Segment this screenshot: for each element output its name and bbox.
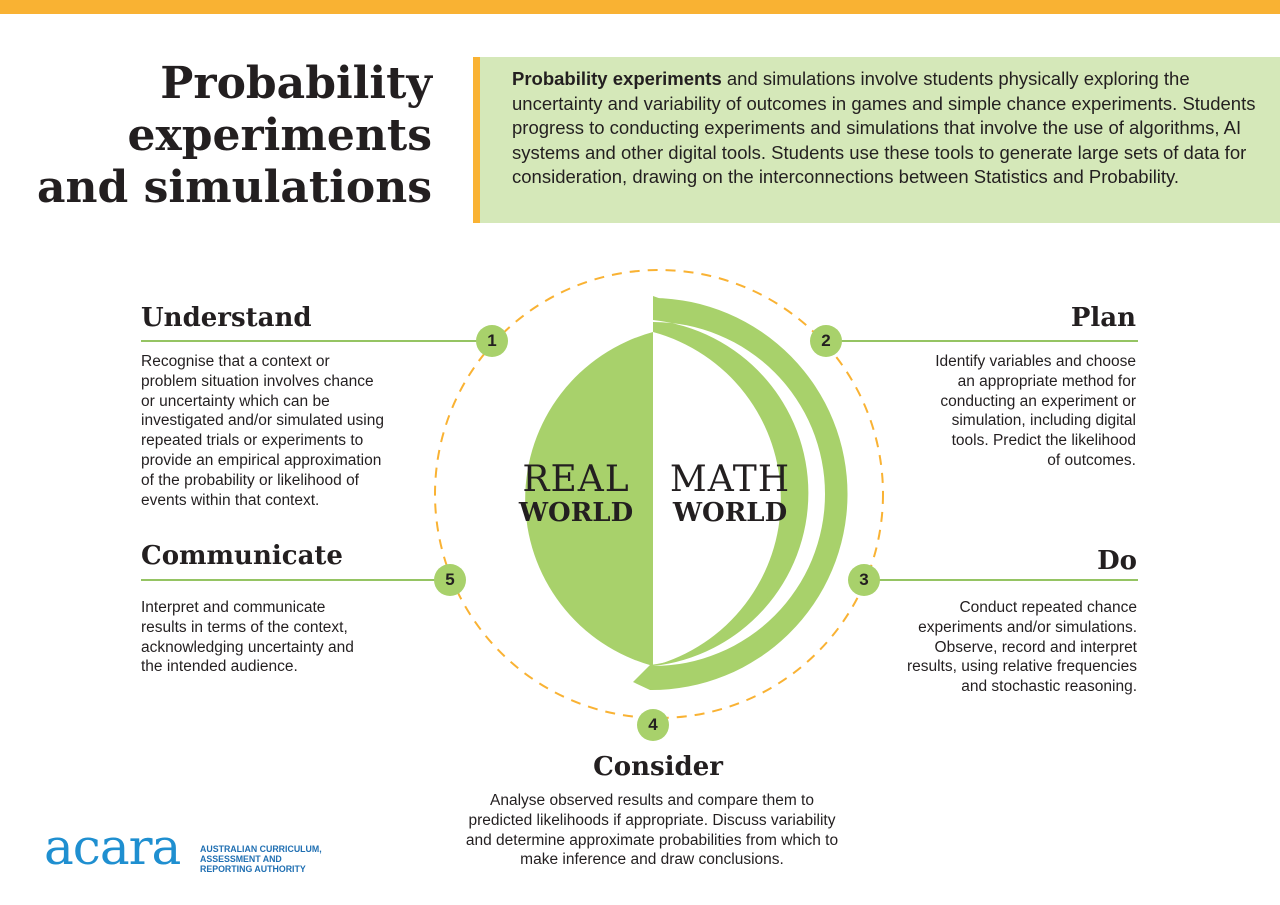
step-4-text [432,791,872,870]
logo-sub-line: ASSESSMENT AND [200,854,282,864]
step-3-text [907,598,1137,697]
title-line-3: and simulations [37,162,432,213]
step-2-text [935,352,1136,471]
step-4-line: Analyse observed results and compare them to [490,792,814,809]
step-1-line: of the probability or likelihood of [141,471,359,489]
step-3-rule [864,579,1138,581]
step-5-line: the intended audience. [141,658,298,676]
logo-sub-line: AUSTRALIAN CURRICULUM, [200,844,322,854]
step-3-line: results, using relative frequencies [906,658,1137,676]
step-5-line: acknowledging uncertainty and [141,638,354,656]
step-2-heading: Plan [1070,303,1136,333]
step-2-line: an appropriate method for [957,372,1136,390]
logo-sub-line: REPORTING AUTHORITY [200,864,306,874]
step-2-line: simulation, including digital [951,412,1136,430]
step-5-rule [141,579,441,581]
step-5-text [141,598,354,677]
step-1-rule [141,340,477,342]
step-1-line: provide an empirical approximation [141,451,382,469]
math-label: MATH [669,459,791,500]
title-line-2: experiments [127,110,432,161]
step-3-heading: Do [1097,546,1137,576]
step-3-line: experiments and/or simulations. [918,618,1137,636]
step-1-line: repeated trials or experiments to [141,432,364,450]
step-5-badge: 5 [434,564,466,596]
step-1-line: problem situation involves chance [141,372,374,390]
step-2-badge: 2 [810,325,842,357]
intro-bold-lead: Probability experiments [512,68,722,89]
step-4-line: and determine approximate probabilities from which to [465,831,839,849]
step-5-heading: Communicate [141,541,343,571]
real-world-label [512,459,640,528]
step-5-line: Interpret and communicate [141,599,326,616]
step-4-badge: 4 [637,709,669,741]
math-world-label [666,459,794,528]
step-2-rule [826,340,1138,342]
step-1-line: investigated and/or simulated using [141,412,384,430]
step-1-badge: 1 [476,325,508,357]
step-1-line: events within that context. [141,491,320,509]
logo-wordmark: acara [44,818,181,876]
step-3-line: and stochastic reasoning. [961,678,1137,696]
step-1-line: or uncertainty which can be [141,392,330,410]
step-1-heading: Understand [141,303,312,333]
step-5-line: results in terms of the context, [141,618,348,636]
step-2-line: Identify variables and choose [935,353,1136,370]
step-3-line: Conduct repeated chance [959,599,1137,616]
logo-subtitle [200,844,322,874]
real-world-word: WORLD [518,498,634,528]
step-2-line: conducting an experiment or [940,392,1136,410]
step-4-heading: Consider [593,752,723,782]
math-world-word: WORLD [672,498,788,528]
step-2-line: of outcomes. [1047,451,1136,469]
step-4-line: predicted likelihoods if appropriate. Discuss variability [468,811,836,829]
step-4-line: make inference and draw conclusions. [520,851,784,869]
step-2-line: tools. Predict the likelihood [951,432,1136,450]
step-3-badge: 3 [848,564,880,596]
step-1-line: Recognise that a context or [141,353,330,370]
title-line-1: Probability [160,58,432,109]
real-label: REAL [522,459,630,500]
step-1-text [141,352,384,510]
intro-text: and simulations involve students physically exploring the uncertainty and variability of outcomes in games and simple chance experiments. Students progress to conducting experiments and simulations that involve the use of algorithms, AI systems and other digital tools. Students use these tools to generate large sets of data for consideration, drawing on the interconnections between Statistics and Probability. [512,68,1256,188]
step-3-line: Observe, record and interpret [934,638,1137,656]
